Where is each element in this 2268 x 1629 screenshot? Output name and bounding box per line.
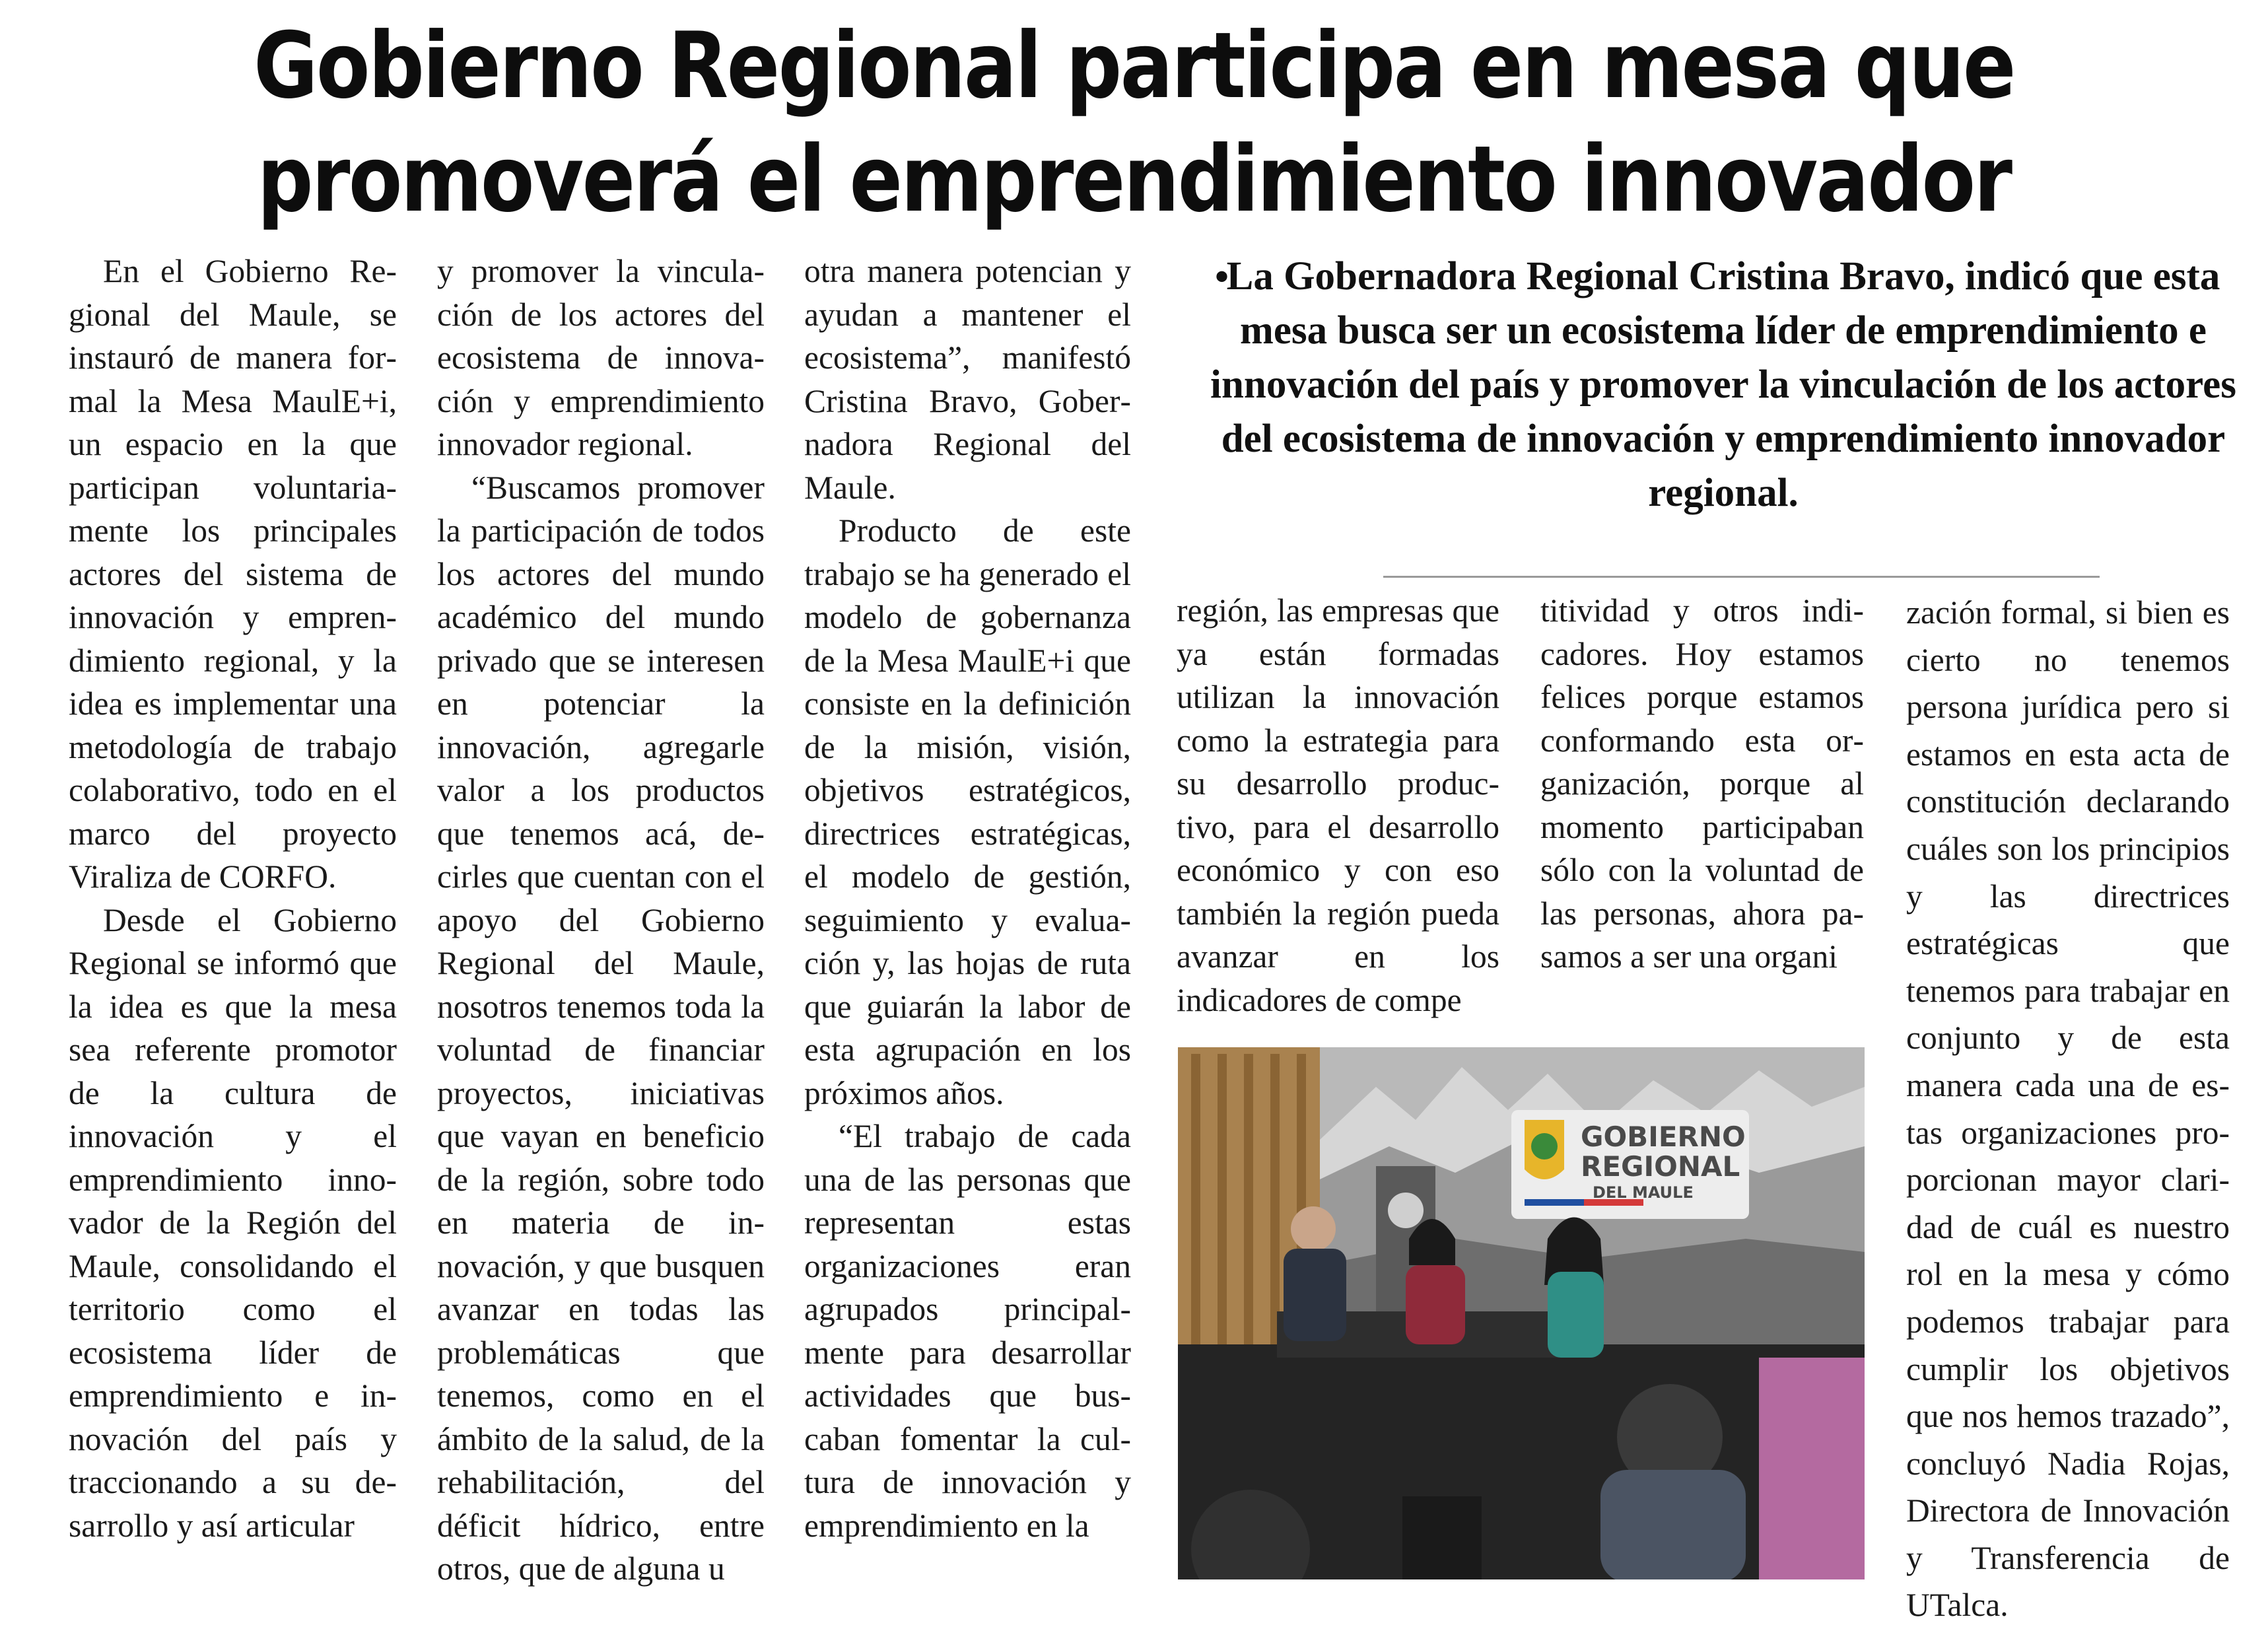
- paragraph: “El trabajo de cada una de las personas que representan estas organizaciones eran agrupados principalmente para desarrollar actividades que buscaban fomentar la cultura de innovación y emprendimiento en la: [804, 1118, 1131, 1544]
- article-column-6: [1906, 589, 2230, 1629]
- pull-quote: [1208, 250, 2238, 520]
- article-column-4: [1177, 589, 1499, 1022]
- paragraph: otra manera potencian y ayudan a mantener el ecosistema”, manifestó Cristina Bravo, Gobernadora Regional del Maule.: [804, 253, 1131, 506]
- paragraph: titividad y otros indicadores. Hoy estamos felices porque estamos conformando esta organización, porque al momento participaban sólo con la voluntad de las personas, ahora pasamos a ser una organi: [1540, 592, 1864, 975]
- headline: [158, 9, 2109, 236]
- paragraph: “Buscamos promover la participación de todos los actores del mundo académico del mundo privado que se interesen en potenciar la innovación, agregarle valor a los productos que tenemos acá, decirles que cuentan con el apoyo del Gobierno Regional del Maule, nosotros tenemos toda la voluntad de financiar proyectos, iniciativas que vayan en beneficio de la región, sobre todo en materia de innovación, y que busquen avanzar en todas las problemáticas que tenemos, como en el ámbito de la salud, de la rehabilitación, del déficit hídrico, entre otros, que de alguna u: [437, 469, 765, 1587]
- banner-text: GOBIERNO: [1581, 1121, 1746, 1153]
- article-column-3: [804, 250, 1131, 1547]
- event-photo: [1178, 1047, 1865, 1579]
- paragraph: Desde el Gobierno Regional se informó que la idea es que la mesa sea referente promotor de la cultura de innovación y el emprendimiento innovador de la Región del Maule, consolidando el territorio como el ecosistema líder de emprendimiento e innovación del país y traccionando a su desarrollo y así articular: [69, 901, 397, 1544]
- banner-text: REGIONAL: [1581, 1150, 1740, 1183]
- article-column-5: [1540, 589, 1864, 979]
- paragraph: Producto de este trabajo se ha generado el modelo de gobernanza de la Mesa MaulE+i que consiste en la definición de la misión, visión, objetivos estratégicos, directrices estratégicas, el modelo de gestión, seguimiento y evaluación y, las hojas de ruta que guiarán la labor de esta agrupación en los próximos años.: [804, 512, 1131, 1111]
- headline-line-2: promoverá el emprendimiento innovador: [257, 126, 2011, 232]
- paragraph: En el Gobierno Regional del Maule, se instauró de manera formal la Mesa MaulE+i, un espacio en la que participan voluntariamente los principales actores del sistema de innovación y emprendimiento regional, y la idea es implementar una metodología de trabajo colaborativo, todo en el marco del proyecto Viraliza de CORFO.: [69, 253, 397, 895]
- banner-text: DEL MAULE: [1593, 1183, 1694, 1202]
- paragraph: zación formal, si bien es cierto no tenemos persona jurídica pero si estamos en esta acta de constitución declarando cuáles son los principios y las directrices estratégicas que tenemos para trabajar en conjunto y de esta manera cada una de estas organizaciones proporcionan mayor claridad de cuál es nuestro rol en la mesa y cómo podemos trabajar para cumplir los objetivos que nos hemos trazado”, concluyó Nadia Rojas, Directora de Innovación y Transferencia de UTalca.: [1906, 594, 2230, 1624]
- pull-quote-text: La Gobernadora Regional Cristina Bravo, indicó que esta mesa busca ser un ecosistema líder de emprendimiento e innovación del país y promover la vinculación de los actores del ecosistema de innovación y emprendimiento innovador regional.: [1210, 254, 2236, 515]
- paragraph: y promover la vinculación de los actores del ecosistema de innovación y emprendimiento innovador regional.: [437, 253, 765, 462]
- headline-line-1: Gobierno Regional participa en mesa que: [254, 13, 2014, 119]
- bullet-icon: •: [1215, 255, 1229, 298]
- divider: [1383, 576, 2100, 578]
- paragraph: región, las empresas que ya están formadas utilizan la innovación como la estrategia para su desarrollo productivo, para el desarrollo económico y con eso también la región pueda avanzar en los indicadores de compe: [1177, 592, 1499, 1018]
- article-column-1: [69, 250, 397, 1547]
- article-column-2: [437, 250, 765, 1591]
